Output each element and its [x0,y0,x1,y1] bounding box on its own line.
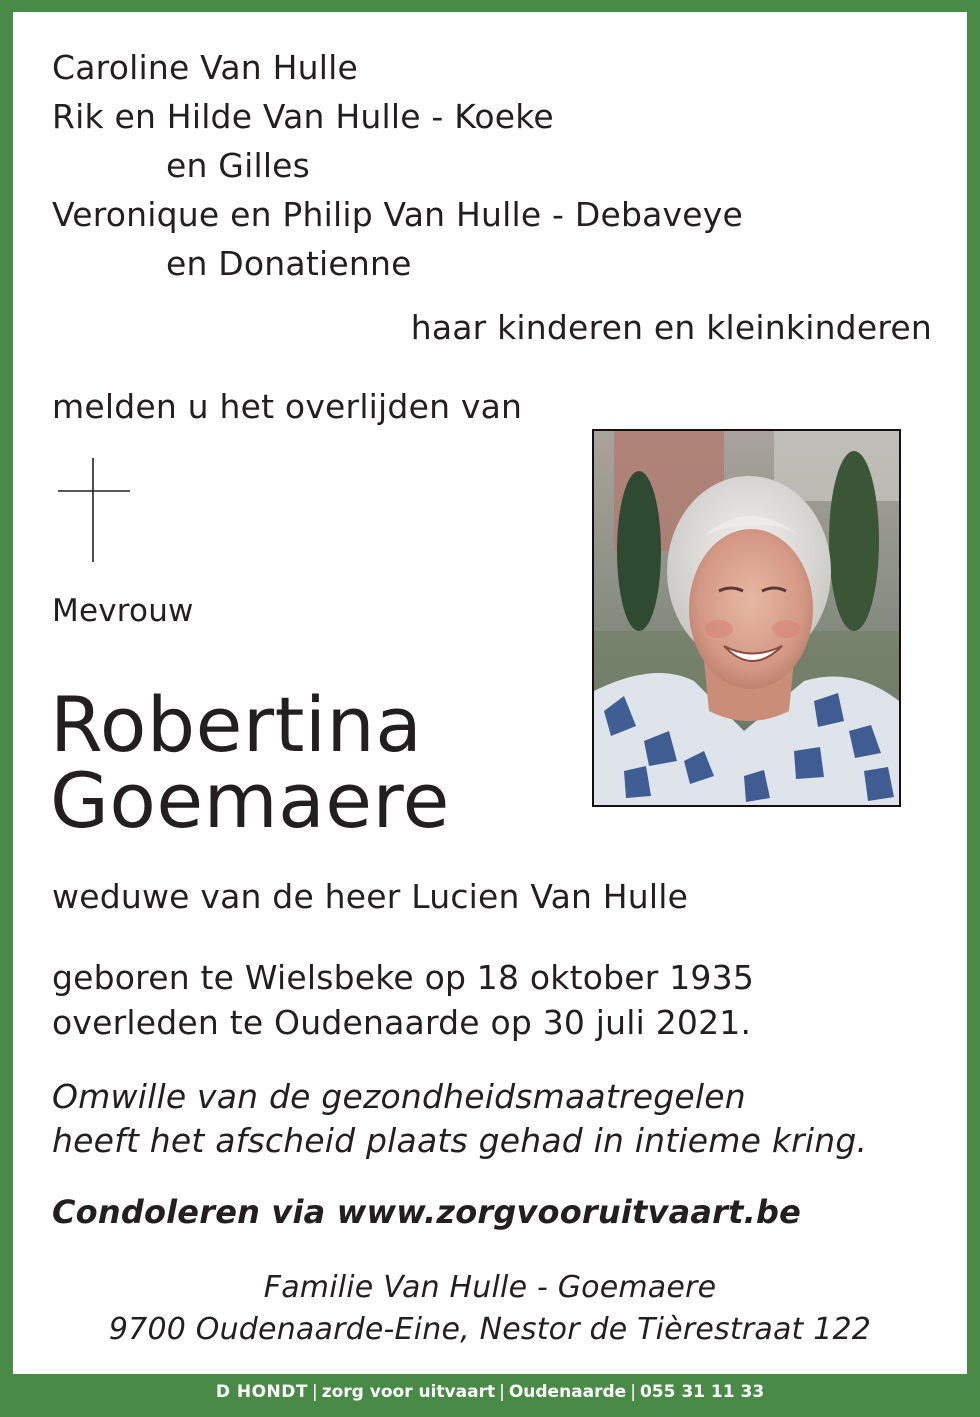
deceased-last-name: Goemaere [50,756,450,845]
portrait-illustration [594,431,899,805]
family-line-3: en Gilles [166,146,311,185]
portrait-photo [592,429,901,807]
footer-bar [0,1378,980,1406]
family-summary: haar kinderen en kleinkinderen [410,308,932,347]
cross-icon [56,458,132,564]
footer-tagline: zorg voor uitvaart [321,1382,496,1402]
footer-separator: | [499,1382,505,1402]
born-text: geboren te Wielsbeke op 18 oktober 1935 [52,958,755,997]
notice-line-2: heeft het afscheid plaats gehad in intieme kring. [52,1121,868,1160]
footer-separator: | [311,1382,318,1402]
footer-separator: | [630,1382,636,1402]
widow-text: weduwe van de heer Lucien Van Hulle [52,877,689,916]
family-line-5: en Donatienne [166,244,412,283]
title-mevrouw: Mevrouw [52,593,194,629]
family-line-1: Caroline Van Hulle [52,48,358,87]
condolence-text: Condoleren via www.zorgvooruitvaart.be [52,1193,802,1231]
family-line-4: Veronique en Philip Van Hulle - Debaveye [52,195,743,234]
deceased-first-name: Robertina [50,680,423,769]
address-name: Familie Van Hulle - Goemaere [263,1270,717,1305]
address-line: 9700 Oudenaarde-Eine, Nestor de Tièrestraat 122 [108,1312,872,1347]
died-text: overleden te Oudenaarde op 30 juli 2021. [52,1003,752,1042]
footer-phone: 055 31 11 33 [639,1382,765,1402]
announce-text: melden u het overlijden van [52,387,523,426]
footer-city: Oudenaarde [508,1382,627,1402]
family-line-2: Rik en Hilde Van Hulle - Koeke [52,97,554,136]
notice-line-1: Omwille van de gezondheidsmaatregelen [52,1077,746,1116]
footer-brand: D HONDT [215,1382,308,1402]
